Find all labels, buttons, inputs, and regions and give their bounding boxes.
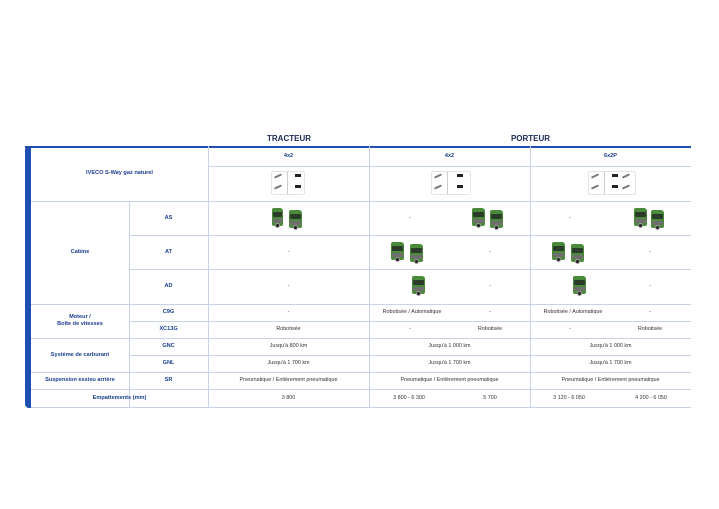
cabine-code-at: AT xyxy=(164,248,173,255)
axle-diagram-icon xyxy=(433,172,463,194)
header-tracteur: TRACTEUR xyxy=(267,134,311,143)
moteur-code-c9g: C9G xyxy=(162,309,175,315)
config-tracteur-4x2: 4x2 xyxy=(283,153,294,159)
moteur-xc13g-porteur-4x2-a: - xyxy=(409,326,411,333)
truck-cab-icon xyxy=(651,210,664,228)
carburant-gnc-tracteur: Jusqu'à 800 km xyxy=(269,343,308,350)
cabine-ad-tracteur: - xyxy=(287,283,290,290)
carburant-code-gnl: GNL xyxy=(162,360,175,366)
truck-cab-icon xyxy=(573,276,586,294)
moteur-xc13g-tracteur: Robotisée xyxy=(276,326,301,333)
carburant-gnl-porteur-4x2: Jusqu'à 1 700 km xyxy=(428,360,471,367)
truck-cab-icon xyxy=(272,208,283,226)
carburant-code-gnc: GNC xyxy=(162,343,175,349)
suspension-porteur-6x2p: Pneumatique / Entièrement pneumatique xyxy=(561,377,660,384)
carburant-gnl-tracteur: Jusqu'à 1 700 km xyxy=(267,360,310,367)
header-porteur: PORTEUR xyxy=(510,134,551,143)
moteur-c9g-porteur-6x2p-a: Robotisée / Automatique xyxy=(543,309,603,316)
carburant-gnc-porteur-4x2: Jusqu'à 1 000 km xyxy=(428,343,471,350)
cabine-code-ad: AD xyxy=(164,283,173,289)
moteur-xc13g-porteur-6x2p-a: - xyxy=(569,326,571,333)
cabine-at-porteur-4x2: - xyxy=(489,248,491,255)
moteur-c9g-porteur-4x2-b: - xyxy=(489,309,491,316)
carburant-gnl-porteur-6x2p: Jusqu'à 1 700 km xyxy=(589,360,632,367)
axle-diagram-icon xyxy=(273,172,303,194)
cabine-at-tracteur: - xyxy=(287,248,290,255)
empattements-porteur-6x2p-b: 4 200 - 6 050 xyxy=(635,394,667,401)
truck-cab-icon xyxy=(391,242,404,260)
moteur-code-xc13g: XC13G xyxy=(159,326,178,332)
suspension-label: Suspension essieu arrière xyxy=(45,377,115,383)
carburant-label: Système de carburant xyxy=(50,351,110,358)
moteur-xc13g-porteur-6x2p-b: Robotisée xyxy=(637,326,663,333)
empattements-porteur-4x2-b: 5 700 xyxy=(483,394,497,401)
suspension-tracteur: Pneumatique / Entièrement pneumatique xyxy=(239,377,338,384)
cabine-code-as: AS xyxy=(164,214,173,221)
cabine-as-porteur-4x2: - xyxy=(409,214,411,221)
cabine-ad-porteur-6x2p: - xyxy=(649,283,651,290)
empattements-porteur-4x2-a: 3 800 - 6 300 xyxy=(393,394,425,401)
config-porteur-6x2p: 6x2P xyxy=(603,153,618,159)
truck-cab-icon xyxy=(472,208,485,226)
suspension-porteur-4x2: Pneumatique / Entièrement pneumatique xyxy=(400,377,499,384)
empattements-tracteur: 3 800 xyxy=(281,394,296,401)
moteur-c9g-porteur-4x2-a: Robotisée / Automatique xyxy=(382,309,442,316)
truck-cab-icon xyxy=(552,242,565,260)
carburant-gnc-porteur-6x2p: Jusqu'à 1 000 km xyxy=(589,343,632,350)
moteur-c9g-tracteur: - xyxy=(287,309,290,316)
suspension-code-sr: SR xyxy=(164,377,173,383)
empattements-label: Empattements (mm) xyxy=(92,394,147,401)
truck-cab-icon xyxy=(571,244,584,262)
moteur-xc13g-porteur-4x2-b: Robotisée xyxy=(477,326,503,333)
moteur-label-line2: Boîte de vitesses xyxy=(57,321,103,327)
cabine-label: Cabine xyxy=(70,249,90,255)
truck-cab-icon xyxy=(289,210,302,228)
moteur-c9g-porteur-6x2p-b: - xyxy=(649,309,651,316)
empattements-porteur-6x2p-a: 3 120 - 6 050 xyxy=(553,394,585,401)
config-porteur-4x2: 4x2 xyxy=(444,153,455,159)
axle-diagram-icon xyxy=(590,172,620,194)
moteur-label-line1: Moteur / xyxy=(69,314,91,321)
cabine-ad-porteur-4x2: - xyxy=(489,283,491,290)
grid-line xyxy=(208,166,691,167)
truck-cab-icon xyxy=(634,208,647,226)
moteur-label xyxy=(31,304,129,338)
cabine-at-porteur-6x2p: - xyxy=(649,248,651,255)
truck-cab-icon xyxy=(490,210,503,228)
cabine-as-porteur-6x2p: - xyxy=(569,214,571,221)
truck-cab-icon xyxy=(410,244,423,262)
grid-line xyxy=(31,407,691,408)
model-label: IVECO S-Way gaz naturel xyxy=(86,170,153,176)
truck-cab-icon xyxy=(412,276,425,294)
